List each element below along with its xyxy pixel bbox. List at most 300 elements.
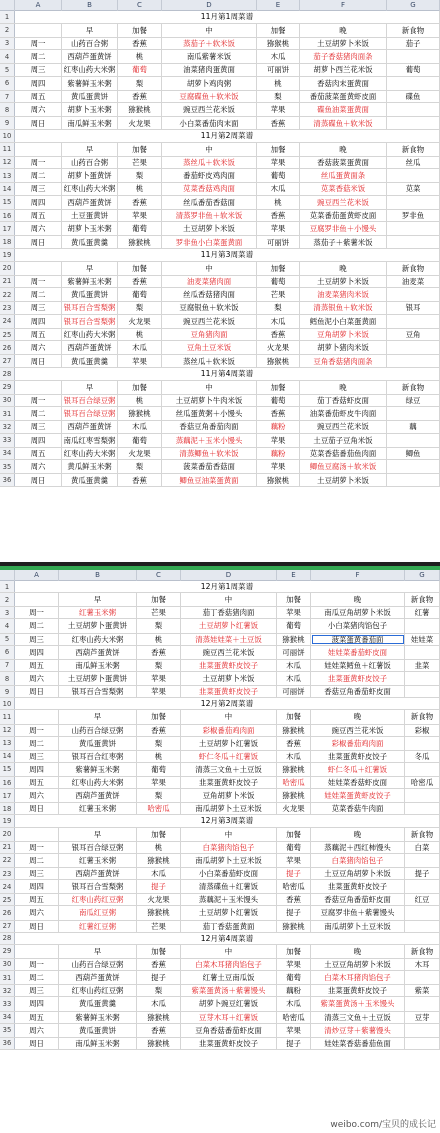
row-number[interactable]: 8: [0, 103, 15, 116]
row-number[interactable]: 28: [0, 368, 15, 380]
menu-cell[interactable]: 南瓜胡萝卜土豆米饭: [181, 803, 277, 814]
menu-cell[interactable]: 韭菜蛋黄虾皮饺子: [181, 1038, 277, 1049]
column-heading[interactable]: 新食物: [405, 593, 440, 606]
column-letter[interactable]: B: [62, 0, 118, 11]
menu-cell[interactable]: 土豆胡萝卜蛋黄饼: [59, 672, 137, 685]
menu-cell[interactable]: 清蒸银鱼＋软米饭: [300, 302, 387, 314]
day-cell[interactable]: 周六: [15, 789, 59, 802]
menu-cell[interactable]: 彩椒番茄鸡肉面: [181, 725, 277, 736]
menu-cell[interactable]: 香菇菠菜蛋黄面: [300, 157, 387, 169]
menu-cell[interactable]: 南瓜鲜玉米粥: [59, 1038, 137, 1049]
menu-cell[interactable]: 木瓜: [277, 660, 311, 671]
menu-cell[interactable]: 香蕉: [137, 1024, 181, 1037]
menu-cell[interactable]: 胡萝卜玉米粥: [62, 103, 118, 116]
menu-cell[interactable]: 豆腐银鱼＋软米饭: [162, 302, 257, 314]
day-cell[interactable]: 周五: [15, 660, 59, 671]
menu-cell[interactable]: 西葫芦蛋黄饼: [59, 789, 137, 802]
column-heading[interactable]: 加餐: [277, 945, 311, 958]
day-cell[interactable]: 周三: [15, 64, 62, 76]
menu-cell[interactable]: 黄瓜蛋黄羹: [62, 355, 118, 367]
menu-cell[interactable]: 红薯玉米粥: [59, 854, 137, 867]
menu-cell[interactable]: 提子: [405, 868, 440, 879]
menu-cell[interactable]: 木瓜: [118, 421, 162, 433]
menu-cell[interactable]: 红枣山药大米粥: [62, 329, 118, 341]
menu-cell[interactable]: 韭菜蛋黄虾皮饺子: [181, 686, 277, 697]
menu-cell[interactable]: 苹果: [277, 854, 311, 867]
day-cell[interactable]: 周二: [15, 407, 62, 420]
day-cell[interactable]: 周一: [15, 157, 62, 169]
menu-cell[interactable]: 黄瓜蛋黄羹: [62, 236, 118, 248]
day-cell[interactable]: 周二: [15, 971, 59, 984]
menu-cell[interactable]: 可丽饼: [277, 686, 311, 697]
menu-cell[interactable]: 葡萄: [118, 434, 162, 447]
menu-cell[interactable]: 苹果: [118, 355, 162, 367]
row-number[interactable]: 35: [0, 460, 15, 473]
menu-cell[interactable]: 胡萝卜鸡肉粥: [162, 77, 257, 90]
menu-cell[interactable]: [387, 288, 440, 301]
menu-cell[interactable]: 木瓜: [257, 183, 300, 195]
day-cell[interactable]: 周三: [15, 421, 62, 433]
column-letter[interactable]: E: [277, 570, 311, 581]
menu-cell[interactable]: [405, 880, 440, 893]
menu-cell[interactable]: 茄丁香菇猪肉面: [181, 607, 277, 618]
menu-cell[interactable]: 银耳百合绿豆粥: [62, 407, 118, 420]
row-number[interactable]: 21: [0, 842, 15, 853]
day-cell[interactable]: 周三: [15, 183, 62, 195]
menu-cell[interactable]: 苋菜香菇牛肉面: [311, 803, 405, 814]
menu-cell[interactable]: 苹果: [257, 434, 300, 447]
menu-cell[interactable]: 芒果: [137, 921, 181, 932]
menu-cell[interactable]: 梨: [257, 302, 300, 314]
menu-cell[interactable]: 油菜猪肉蛋黄面: [162, 64, 257, 76]
column-heading[interactable]: 中: [162, 262, 257, 275]
menu-cell[interactable]: 南瓜红豆粥: [59, 906, 137, 919]
column-heading[interactable]: [15, 24, 62, 37]
menu-cell[interactable]: 香蕉: [118, 38, 162, 50]
row-number[interactable]: 27: [0, 355, 15, 367]
column-heading[interactable]: 加餐: [137, 945, 181, 958]
column-heading[interactable]: 早: [59, 828, 137, 841]
row-number[interactable]: 4: [0, 50, 15, 63]
row-number[interactable]: 30: [0, 959, 15, 970]
menu-cell[interactable]: [405, 997, 440, 1010]
menu-cell[interactable]: [387, 117, 440, 129]
menu-cell[interactable]: [405, 906, 440, 919]
day-cell[interactable]: 周二: [15, 619, 59, 632]
menu-cell[interactable]: 白菜木耳猪肉馅包子: [311, 971, 405, 984]
column-letter[interactable]: C: [118, 0, 162, 11]
column-heading[interactable]: 新食物: [387, 143, 440, 156]
row-number[interactable]: 26: [0, 341, 15, 354]
menu-cell[interactable]: 清蒸碟鱼＋软米饭: [300, 117, 387, 129]
menu-cell[interactable]: 紫薯鲜玉米粥: [59, 1012, 137, 1023]
menu-cell[interactable]: 西葫芦蛋黄饼: [59, 971, 137, 984]
menu-cell[interactable]: 土豆胡萝卜牛肉米饭: [162, 395, 257, 407]
menu-cell[interactable]: 桃: [257, 77, 300, 90]
row-number[interactable]: 18: [0, 803, 15, 814]
column-heading[interactable]: 早: [59, 593, 137, 606]
menu-cell[interactable]: 木瓜: [277, 672, 311, 685]
menu-cell[interactable]: 葡萄: [387, 64, 440, 76]
menu-cell[interactable]: 丝瓜: [387, 157, 440, 169]
row-number[interactable]: 36: [0, 474, 15, 486]
menu-cell[interactable]: 银耳百合雪梨粥: [59, 686, 137, 697]
column-heading[interactable]: 加餐: [118, 381, 162, 394]
row-number[interactable]: 29: [0, 945, 15, 958]
column-heading[interactable]: 新食物: [405, 828, 440, 841]
menu-cell[interactable]: 土豆胡萝卜红薯饭: [181, 619, 277, 632]
menu-cell[interactable]: 韭菜蛋黄虾皮饺子: [311, 880, 405, 893]
menu-cell[interactable]: 梨: [118, 169, 162, 182]
menu-cell[interactable]: 红枣山药大米粥: [62, 183, 118, 195]
menu-cell[interactable]: 苹果: [257, 222, 300, 235]
menu-cell[interactable]: 土豆胡萝卜米饭: [162, 222, 257, 235]
menu-cell[interactable]: [405, 789, 440, 802]
menu-cell[interactable]: 香蕉: [257, 117, 300, 129]
menu-cell[interactable]: 葡萄: [277, 619, 311, 632]
menu-cell[interactable]: 提子: [137, 971, 181, 984]
column-heading[interactable]: 加餐: [277, 593, 311, 606]
menu-cell[interactable]: 芒果: [257, 288, 300, 301]
menu-cell[interactable]: 银耳: [387, 302, 440, 314]
day-cell[interactable]: 周二: [15, 737, 59, 750]
menu-cell[interactable]: 红枣山药大米粥: [62, 448, 118, 460]
menu-cell[interactable]: 藕粉: [257, 448, 300, 460]
day-cell[interactable]: 周三: [15, 985, 59, 996]
column-heading[interactable]: 新食物: [387, 24, 440, 37]
menu-cell[interactable]: 韭菜: [405, 660, 440, 671]
menu-cell[interactable]: 银耳百合绿豆粥: [59, 842, 137, 853]
menu-cell[interactable]: 豌豆西兰花米饭: [162, 315, 257, 328]
menu-cell[interactable]: 苹果: [277, 1024, 311, 1037]
menu-cell[interactable]: 蒸藕泥＋西红柿馒头: [311, 842, 405, 853]
corner-cell[interactable]: [0, 570, 15, 581]
day-cell[interactable]: 周二: [15, 50, 62, 63]
day-cell[interactable]: 周五: [15, 329, 62, 341]
menu-cell[interactable]: 红枣山药大米粥: [59, 777, 137, 788]
menu-cell[interactable]: 黄瓜鲜玉米粥: [62, 460, 118, 473]
menu-cell[interactable]: 可丽饼: [257, 236, 300, 248]
row-number[interactable]: 15: [0, 196, 15, 209]
menu-cell[interactable]: 豆腐罗非鱼＋小馒头: [300, 222, 387, 235]
menu-cell[interactable]: 番茄虾皮鸡肉面: [162, 169, 257, 182]
column-heading[interactable]: 加餐: [118, 24, 162, 37]
menu-cell[interactable]: 韭菜蛋黄虾皮饺子: [181, 777, 277, 788]
row-number[interactable]: 8: [0, 672, 15, 685]
menu-cell[interactable]: 豆腐罗非鱼＋紫薯馒头: [311, 906, 405, 919]
column-heading[interactable]: 早: [62, 24, 118, 37]
column-letter[interactable]: C: [137, 570, 181, 581]
day-cell[interactable]: 周日: [15, 1038, 59, 1049]
menu-cell[interactable]: 娃娃菜: [405, 634, 440, 645]
column-heading[interactable]: 晚: [311, 710, 405, 723]
menu-cell[interactable]: 木瓜: [137, 868, 181, 879]
row-number[interactable]: 18: [0, 236, 15, 248]
menu-cell[interactable]: 红薯红豆粥: [59, 921, 137, 932]
menu-cell[interactable]: 梨: [118, 460, 162, 473]
column-heading[interactable]: [15, 945, 59, 958]
menu-cell[interactable]: 猕猴桃: [118, 236, 162, 248]
menu-cell[interactable]: 菠菜蛋黄番茄面: [311, 634, 405, 645]
menu-cell[interactable]: 南瓜红枣雪梨粥: [62, 434, 118, 447]
day-cell[interactable]: 周四: [15, 997, 59, 1010]
day-cell[interactable]: 周六: [15, 672, 59, 685]
row-number[interactable]: 17: [0, 789, 15, 802]
menu-cell[interactable]: 豌豆西兰花米饭: [162, 103, 257, 116]
menu-cell[interactable]: 可丽饼: [277, 646, 311, 659]
menu-cell[interactable]: [387, 460, 440, 473]
menu-cell[interactable]: 葡萄: [137, 763, 181, 776]
menu-cell[interactable]: 土豆胡萝卜米饭: [181, 672, 277, 685]
menu-cell[interactable]: 鲫鱼: [387, 448, 440, 460]
column-heading[interactable]: 晚: [300, 24, 387, 37]
row-number[interactable]: 34: [0, 1012, 15, 1023]
menu-cell[interactable]: 苋菜: [387, 183, 440, 195]
menu-cell[interactable]: 苹果: [137, 672, 181, 685]
row-number[interactable]: 24: [0, 880, 15, 893]
day-cell[interactable]: 周四: [15, 880, 59, 893]
menu-cell[interactable]: 红枣山药大米粥: [62, 64, 118, 76]
day-cell[interactable]: 周三: [15, 868, 59, 879]
menu-cell[interactable]: 豆角香菇番茄虾皮面: [181, 1024, 277, 1037]
day-cell[interactable]: 周二: [15, 169, 62, 182]
column-heading[interactable]: [15, 593, 59, 606]
menu-cell[interactable]: 番茄菠菜蛋黄虾皮面: [300, 91, 387, 103]
column-heading[interactable]: [15, 828, 59, 841]
menu-cell[interactable]: 豆角胡萝卜米饭: [181, 789, 277, 802]
column-letter[interactable]: E: [257, 0, 300, 11]
row-number[interactable]: 12: [0, 725, 15, 736]
menu-cell[interactable]: 娃娃菜香菇番茄鱼面: [311, 1038, 405, 1049]
column-heading[interactable]: 晚: [311, 828, 405, 841]
menu-cell[interactable]: 罗非鱼: [387, 210, 440, 222]
day-cell[interactable]: 周四: [15, 646, 59, 659]
menu-cell[interactable]: 葡萄: [118, 64, 162, 76]
row-number[interactable]: 7: [0, 91, 15, 103]
menu-cell[interactable]: 蒸丝瓜＋软米饭: [162, 157, 257, 169]
menu-cell[interactable]: [387, 355, 440, 367]
row-number[interactable]: 34: [0, 448, 15, 460]
menu-cell[interactable]: 蒸藕泥＋玉米馒头: [181, 894, 277, 905]
menu-cell[interactable]: 南瓜紫薯米饭: [162, 50, 257, 63]
menu-cell[interactable]: 土豆茄子豆角米饭: [300, 434, 387, 447]
menu-cell[interactable]: 红薯: [405, 607, 440, 618]
menu-cell[interactable]: 香菇肉末蛋黄面: [300, 77, 387, 90]
day-cell[interactable]: 周三: [15, 751, 59, 762]
day-cell[interactable]: 周一: [15, 725, 59, 736]
menu-cell[interactable]: 黄瓜蛋黄饼: [62, 91, 118, 103]
menu-cell[interactable]: 土豆胡萝卜红薯饭: [181, 737, 277, 750]
column-letter[interactable]: F: [311, 570, 405, 581]
menu-cell[interactable]: 银耳百合雪梨粥: [62, 302, 118, 314]
menu-cell[interactable]: 南瓜胡萝卜土豆米饭: [311, 921, 405, 932]
row-number[interactable]: 10: [0, 130, 15, 142]
menu-cell[interactable]: [405, 763, 440, 776]
menu-cell[interactable]: 藕粉: [257, 421, 300, 433]
menu-cell[interactable]: 木瓜: [118, 341, 162, 354]
menu-cell[interactable]: 丝瓜蛋黄粥＋小馒头: [162, 407, 257, 420]
menu-cell[interactable]: [405, 646, 440, 659]
menu-cell[interactable]: 南瓜胡萝卜土豆米饭: [181, 854, 277, 867]
menu-cell[interactable]: 猕猴桃: [277, 921, 311, 932]
column-letter[interactable]: G: [405, 570, 440, 581]
column-heading[interactable]: 新食物: [387, 381, 440, 394]
menu-cell[interactable]: 猕猴桃: [118, 407, 162, 420]
row-number[interactable]: 4: [0, 619, 15, 632]
menu-cell[interactable]: 豌豆西兰花米饭: [311, 725, 405, 736]
column-letter[interactable]: A: [15, 0, 62, 11]
menu-cell[interactable]: 油菜番茄虾皮牛肉面: [300, 407, 387, 420]
row-number[interactable]: 6: [0, 646, 15, 659]
menu-cell[interactable]: 银耳百合雪梨粥: [59, 880, 137, 893]
menu-cell[interactable]: [387, 434, 440, 447]
menu-cell[interactable]: 紫菜蛋黄汤＋玉米馒头: [311, 997, 405, 1010]
row-number[interactable]: 28: [0, 933, 15, 944]
row-number[interactable]: 36: [0, 1038, 15, 1049]
row-number[interactable]: 32: [0, 421, 15, 433]
menu-cell[interactable]: 西葫芦蛋黄饼: [62, 421, 118, 433]
row-number[interactable]: 10: [0, 698, 15, 709]
menu-cell[interactable]: 火龙果: [118, 315, 162, 328]
corner-cell[interactable]: [0, 0, 15, 11]
column-heading[interactable]: 中: [162, 381, 257, 394]
column-letter[interactable]: D: [181, 570, 277, 581]
menu-cell[interactable]: 清蒸娃娃菜＋土豆饭: [181, 634, 277, 645]
menu-cell[interactable]: [405, 686, 440, 697]
column-heading[interactable]: 晚: [300, 262, 387, 275]
menu-cell[interactable]: 南瓜鲜玉米粥: [62, 117, 118, 129]
menu-cell[interactable]: 猕猴桃: [277, 725, 311, 736]
menu-cell[interactable]: 梨: [118, 302, 162, 314]
row-number[interactable]: 23: [0, 302, 15, 314]
row-number[interactable]: 17: [0, 222, 15, 235]
menu-cell[interactable]: 猕猴桃: [257, 474, 300, 486]
menu-cell[interactable]: [387, 77, 440, 90]
menu-cell[interactable]: [405, 619, 440, 632]
column-heading[interactable]: 早: [62, 262, 118, 275]
menu-cell[interactable]: [405, 672, 440, 685]
day-cell[interactable]: 周六: [15, 906, 59, 919]
row-number[interactable]: 29: [0, 381, 15, 394]
menu-cell[interactable]: 紫菜蛋黄汤＋紫薯馒头: [181, 985, 277, 996]
menu-cell[interactable]: 芒果: [137, 607, 181, 618]
menu-cell[interactable]: 蒸茄子＋软米饭: [162, 38, 257, 50]
menu-cell[interactable]: 苋菜香菇鸡肉面: [162, 183, 257, 195]
menu-cell[interactable]: 葡萄: [257, 169, 300, 182]
menu-cell[interactable]: 红薯玉米粥: [59, 607, 137, 618]
column-heading[interactable]: [15, 710, 59, 723]
column-heading[interactable]: 新食物: [405, 710, 440, 723]
menu-cell[interactable]: 豆腐碟鱼＋软米饭: [162, 91, 257, 103]
menu-cell[interactable]: 苹果: [277, 959, 311, 970]
menu-cell[interactable]: 桃: [118, 50, 162, 63]
menu-cell[interactable]: 西葫芦蛋黄饼: [62, 50, 118, 63]
menu-cell[interactable]: [405, 803, 440, 814]
menu-cell[interactable]: 清蒸鲫鱼＋软米饭: [162, 448, 257, 460]
day-cell[interactable]: 周二: [15, 288, 62, 301]
row-number[interactable]: 30: [0, 395, 15, 407]
column-heading[interactable]: [15, 143, 62, 156]
column-heading[interactable]: 加餐: [257, 262, 300, 275]
menu-cell[interactable]: 白菜猪肉馅包子: [311, 854, 405, 867]
column-heading[interactable]: 加餐: [277, 828, 311, 841]
menu-cell[interactable]: [387, 222, 440, 235]
menu-cell[interactable]: 红枣山药红豆粥: [59, 985, 137, 996]
column-heading[interactable]: 中: [162, 143, 257, 156]
row-number[interactable]: 13: [0, 737, 15, 750]
menu-cell[interactable]: [387, 169, 440, 182]
menu-cell[interactable]: 梨: [137, 985, 181, 996]
menu-cell[interactable]: 韭菜蛋黄虾皮饺子: [311, 672, 405, 685]
menu-cell[interactable]: 白菜: [405, 842, 440, 853]
menu-cell[interactable]: 苹果: [277, 607, 311, 618]
menu-cell[interactable]: 豆角土豆米饭: [162, 341, 257, 354]
menu-cell[interactable]: 苹果: [137, 777, 181, 788]
menu-cell[interactable]: 碟鱼: [387, 91, 440, 103]
menu-cell[interactable]: 清蒸三文鱼＋土豆饭: [181, 763, 277, 776]
day-cell[interactable]: 周日: [15, 921, 59, 932]
menu-cell[interactable]: 猕猴桃: [118, 103, 162, 116]
column-heading[interactable]: [15, 381, 62, 394]
row-number[interactable]: 20: [0, 262, 15, 275]
menu-cell[interactable]: 火龙果: [118, 448, 162, 460]
menu-cell[interactable]: 苹果: [257, 103, 300, 116]
menu-cell[interactable]: [405, 854, 440, 867]
menu-cell[interactable]: 红豆: [405, 894, 440, 905]
column-heading[interactable]: 新食物: [405, 945, 440, 958]
day-cell[interactable]: 周五: [15, 210, 62, 222]
menu-cell[interactable]: [405, 1024, 440, 1037]
menu-cell[interactable]: 紫菜: [405, 985, 440, 996]
menu-cell[interactable]: 葡萄: [257, 276, 300, 288]
menu-cell[interactable]: 豆角: [387, 329, 440, 341]
menu-cell[interactable]: [387, 103, 440, 116]
row-number[interactable]: 33: [0, 434, 15, 447]
menu-cell[interactable]: 豌豆西兰花米饭: [300, 421, 387, 433]
column-heading[interactable]: 早: [62, 381, 118, 394]
menu-cell[interactable]: [387, 407, 440, 420]
menu-cell[interactable]: 虾仁冬瓜＋红薯饭: [311, 763, 405, 776]
menu-cell[interactable]: 桃: [118, 329, 162, 341]
menu-cell[interactable]: 丝瓜香菇猪肉面: [162, 288, 257, 301]
row-number[interactable]: 22: [0, 288, 15, 301]
column-heading[interactable]: 中: [162, 24, 257, 37]
menu-cell[interactable]: 葡萄: [257, 395, 300, 407]
row-number[interactable]: 21: [0, 276, 15, 288]
day-cell[interactable]: 周六: [15, 103, 62, 116]
day-cell[interactable]: 周六: [15, 222, 62, 235]
menu-cell[interactable]: 葡萄: [277, 971, 311, 984]
row-number[interactable]: 2: [0, 593, 15, 606]
menu-cell[interactable]: 火龙果: [118, 117, 162, 129]
menu-cell[interactable]: 火龙果: [137, 894, 181, 905]
row-number[interactable]: 20: [0, 828, 15, 841]
column-heading[interactable]: 晚: [300, 143, 387, 156]
menu-cell[interactable]: 黄瓜蛋黄羹: [59, 997, 137, 1010]
menu-cell[interactable]: 银耳百合雪梨粥: [62, 315, 118, 328]
menu-cell[interactable]: 苹果: [137, 686, 181, 697]
column-heading[interactable]: 加餐: [277, 710, 311, 723]
menu-cell[interactable]: 香蕉: [118, 276, 162, 288]
menu-cell[interactable]: [387, 50, 440, 63]
row-number[interactable]: 22: [0, 854, 15, 867]
menu-cell[interactable]: 木瓜: [277, 997, 311, 1010]
menu-cell[interactable]: [387, 474, 440, 486]
menu-cell[interactable]: [387, 236, 440, 248]
menu-cell[interactable]: 葡萄: [277, 842, 311, 853]
menu-cell[interactable]: 西葫芦蛋黄饼: [59, 868, 137, 879]
menu-cell[interactable]: [387, 196, 440, 209]
